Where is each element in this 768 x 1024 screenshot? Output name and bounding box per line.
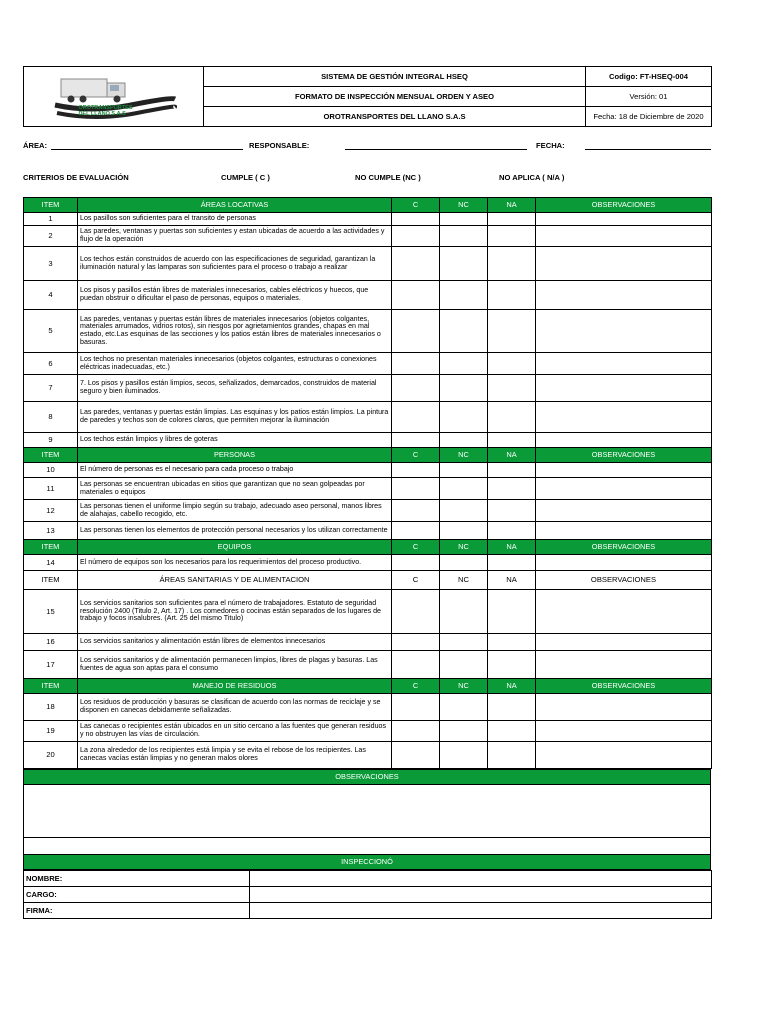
col-item-header: ITEM [24, 198, 78, 213]
col-c-header: C [392, 448, 440, 463]
section-title: EQUIPOS [78, 540, 392, 555]
item-description: La zona alrededor de los recipientes está limpia y se evita el rebose de los recipientes. Las canecas vacías están limpias y no generan malos olores [78, 742, 392, 769]
col-na-header: NA [488, 540, 536, 555]
table-row [24, 402, 712, 433]
table-row [24, 478, 712, 500]
table-row [24, 310, 712, 353]
observation-cell[interactable] [536, 213, 712, 226]
c-checkbox-cell[interactable] [392, 590, 440, 634]
item-description: Los techos están limpios y libres de goteras [78, 433, 392, 448]
item-number: 20 [24, 742, 78, 769]
observation-cell[interactable] [536, 310, 712, 353]
section-header [24, 571, 712, 590]
form-meta [23, 127, 711, 197]
inspecciono-title: INSPECCIONÓ [24, 855, 711, 870]
logo-text-line-2: DEL LLANO S.A.S [78, 110, 126, 117]
section-title: MANEJO DE RESIDUOS [78, 679, 392, 694]
item-number: 17 [24, 651, 78, 679]
na-checkbox-cell[interactable] [488, 375, 536, 402]
item-number: 11 [24, 478, 78, 500]
item-number: 12 [24, 500, 78, 522]
item-number: 6 [24, 353, 78, 375]
nc-checkbox-cell[interactable] [440, 522, 488, 540]
item-number: 7 [24, 375, 78, 402]
nc-checkbox-cell[interactable] [440, 213, 488, 226]
na-checkbox-cell[interactable] [488, 353, 536, 375]
table-row [24, 721, 712, 742]
item-description: Las personas tienen el uniforme limpio según su trabajo, adecuado aseo personal, manos libres de alahajas, cabello recogido, etc. [78, 500, 392, 522]
item-description: Las paredes, ventanas y puertas están limpias. Las esquinas y los patios están limpios. La pintura de paredes y techos son de colores claros, que permiten mejorar la iluminación [78, 402, 392, 433]
observation-cell[interactable] [536, 721, 712, 742]
criteria-label: CRITERIOS DE EVALUACIÓN [23, 173, 129, 182]
item-description: Las personas tienen los elementos de protección personal necesarios y los utilizan correctamente [78, 522, 392, 540]
observation-cell[interactable] [536, 500, 712, 522]
table-row [24, 433, 712, 448]
col-c-header: C [392, 540, 440, 555]
na-checkbox-cell[interactable] [488, 433, 536, 448]
col-item-header: ITEM [24, 679, 78, 694]
table-row [24, 353, 712, 375]
na-checkbox-cell[interactable] [488, 247, 536, 281]
item-number: 16 [24, 634, 78, 651]
col-na-header: NA [488, 198, 536, 213]
col-item-header: ITEM [24, 571, 78, 590]
nc-checkbox-cell[interactable] [440, 281, 488, 310]
logo-text-line-1: OROTRANSPORTES [78, 104, 133, 111]
na-checkbox-cell[interactable] [488, 694, 536, 721]
responsable-field[interactable] [345, 149, 527, 150]
item-description: Los pisos y pasillos están libres de materiales innecesarios, cables eléctricos y huecos, que puedan obstruir o dificultar el paso de personas, equipos o materiales. [78, 281, 392, 310]
c-checkbox-cell[interactable] [392, 281, 440, 310]
observation-cell[interactable] [536, 555, 712, 571]
na-checkbox-cell[interactable] [488, 634, 536, 651]
section-title: ÁREAS SANITARIAS Y DE ALIMENTACION [78, 571, 392, 590]
col-na-header: NA [488, 448, 536, 463]
item-number: 5 [24, 310, 78, 353]
item-description: Los techos están construidos de acuerdo con las especificaciones de seguridad, garantizan la iluminación natural y las lamparas son suficientes para el proceso o trabajo a realizar [78, 247, 392, 281]
fecha-field[interactable] [585, 149, 711, 150]
item-number: 1 [24, 213, 78, 226]
col-nc-header: NC [440, 679, 488, 694]
nc-checkbox-cell[interactable] [440, 651, 488, 679]
c-checkbox-cell[interactable] [392, 433, 440, 448]
item-number: 4 [24, 281, 78, 310]
observation-cell[interactable] [536, 247, 712, 281]
doc-date: Fecha: 18 de Diciembre de 2020 [586, 107, 712, 127]
c-checkbox-cell[interactable] [392, 247, 440, 281]
company-logo [51, 69, 177, 125]
c-checkbox-cell[interactable] [392, 310, 440, 353]
c-checkbox-cell[interactable] [392, 478, 440, 500]
col-item-header: ITEM [24, 540, 78, 555]
firma-field[interactable] [250, 903, 712, 919]
c-checkbox-cell[interactable] [392, 226, 440, 247]
header-table [23, 66, 712, 127]
signature-table [23, 870, 712, 919]
c-checkbox-cell[interactable] [392, 742, 440, 769]
item-number: 8 [24, 402, 78, 433]
item-description: 7. Los pisos y pasillos están limpios, secos, señalizados, demarcados, construidos de material seguro y bien iluminados. [78, 375, 392, 402]
area-label: ÁREA: [23, 141, 48, 150]
c-checkbox-cell[interactable] [392, 402, 440, 433]
doc-version: Versión: 01 [586, 87, 712, 107]
nc-checkbox-cell[interactable] [440, 478, 488, 500]
inspection-form [23, 66, 711, 919]
table-row [24, 634, 712, 651]
section-header [24, 679, 712, 694]
col-obs-header: OBSERVACIONES [536, 540, 712, 555]
table-row [24, 590, 712, 634]
nc-checkbox-cell[interactable] [440, 555, 488, 571]
item-description: Los pasillos son suficientes para el transito de personas [78, 213, 392, 226]
observation-cell[interactable] [536, 651, 712, 679]
item-number: 3 [24, 247, 78, 281]
table-row [24, 281, 712, 310]
system-title: SISTEMA DE GESTIÓN INTEGRAL HSEQ [204, 67, 586, 87]
na-checkbox-cell[interactable] [488, 555, 536, 571]
table-row [24, 463, 712, 478]
observation-cell[interactable] [536, 634, 712, 651]
item-number: 15 [24, 590, 78, 634]
fecha-label: FECHA: [536, 141, 565, 150]
format-title: FORMATO DE INSPECCIÓN MENSUAL ORDEN Y ASEO [204, 87, 586, 107]
observation-cell[interactable] [536, 375, 712, 402]
item-description: Los residuos de producción y basuras se clasifican de acuerdo con las normas de reciclaje y se disponen en canecas debidamente señalizadas. [78, 694, 392, 721]
cumple-label: CUMPLE ( C ) [221, 173, 270, 182]
c-checkbox-cell[interactable] [392, 634, 440, 651]
logo-cell [24, 67, 204, 127]
no-aplica-label: NO APLICA ( N/A ) [499, 173, 565, 182]
na-checkbox-cell[interactable] [488, 402, 536, 433]
doc-code: Codigo: FT-HSEQ-004 [586, 67, 712, 87]
company-name: OROTRANSPORTES DEL LLANO S.A.S [204, 107, 586, 127]
na-checkbox-cell[interactable] [488, 721, 536, 742]
na-checkbox-cell[interactable] [488, 310, 536, 353]
c-checkbox-cell[interactable] [392, 213, 440, 226]
na-checkbox-cell[interactable] [488, 478, 536, 500]
item-description: El número de personas es el necesario para cada proceso o trabajo [78, 463, 392, 478]
table-row [24, 555, 712, 571]
table-row [24, 500, 712, 522]
item-number: 13 [24, 522, 78, 540]
observation-cell[interactable] [536, 226, 712, 247]
na-checkbox-cell[interactable] [488, 226, 536, 247]
table-row [24, 226, 712, 247]
col-obs-header: OBSERVACIONES [536, 448, 712, 463]
item-description: El número de equipos son los necesarios para los requerimientos del proceso productivo. [78, 555, 392, 571]
nc-checkbox-cell[interactable] [440, 353, 488, 375]
nombre-field[interactable] [250, 871, 712, 887]
section-header [24, 540, 712, 555]
section-header [24, 448, 712, 463]
nc-checkbox-cell[interactable] [440, 310, 488, 353]
nc-checkbox-cell[interactable] [440, 590, 488, 634]
col-nc-header: NC [440, 448, 488, 463]
nc-checkbox-cell[interactable] [440, 721, 488, 742]
section-title: ÁREAS LOCATIVAS [78, 198, 392, 213]
observation-cell[interactable] [536, 463, 712, 478]
nc-checkbox-cell[interactable] [440, 247, 488, 281]
item-number: 9 [24, 433, 78, 448]
cargo-field[interactable] [250, 887, 712, 903]
col-nc-header: NC [440, 571, 488, 590]
cargo-label: CARGO: [24, 887, 250, 903]
table-row [24, 213, 712, 226]
c-checkbox-cell[interactable] [392, 651, 440, 679]
nc-checkbox-cell[interactable] [440, 742, 488, 769]
responsable-label: RESPONSABLE: [249, 141, 310, 150]
c-checkbox-cell[interactable] [392, 555, 440, 571]
col-c-header: C [392, 679, 440, 694]
item-description: Los techos no presentan materiales innecesarios (objetos colgantes, estructuras o conexiones eléctricas inadecuadas, etc.) [78, 353, 392, 375]
col-na-header: NA [488, 571, 536, 590]
c-checkbox-cell[interactable] [392, 694, 440, 721]
item-description: Las canecas o recipientes están ubicados en un sitio cercano a las fuentes que generan residuos y no obstruyen las vías de circulación. [78, 721, 392, 742]
item-number: 18 [24, 694, 78, 721]
item-number: 2 [24, 226, 78, 247]
na-checkbox-cell[interactable] [488, 742, 536, 769]
c-checkbox-cell[interactable] [392, 375, 440, 402]
na-checkbox-cell[interactable] [488, 213, 536, 226]
c-checkbox-cell[interactable] [392, 500, 440, 522]
item-description: Los servicios sanitarios y alimentación están libres de elementos innecesarios [78, 634, 392, 651]
item-description: Los servicios sanitarios y de alimentación permanecen limpios, libres de plagas y basuras. Las fuentes de agua son aptas para el consumo [78, 651, 392, 679]
firma-label: FIRMA: [24, 903, 250, 919]
item-number: 10 [24, 463, 78, 478]
col-na-header: NA [488, 679, 536, 694]
table-row [24, 742, 712, 769]
col-nc-header: NC [440, 540, 488, 555]
nc-checkbox-cell[interactable] [440, 375, 488, 402]
observation-cell[interactable] [536, 402, 712, 433]
item-description: Las personas se encuentran ubicadas en sitios que garantizan que no sean golpeadas por materiales o equipos [78, 478, 392, 500]
observations-field[interactable] [24, 785, 711, 838]
na-checkbox-cell[interactable] [488, 651, 536, 679]
area-field[interactable] [51, 149, 243, 150]
c-checkbox-cell[interactable] [392, 522, 440, 540]
observation-cell[interactable] [536, 478, 712, 500]
section-header [24, 198, 712, 213]
table-row [24, 651, 712, 679]
item-description: Las paredes, ventanas y puertas son suficientes y estan ubicadas de acuerdo a las actividades y flujo de la operación [78, 226, 392, 247]
nc-checkbox-cell[interactable] [440, 402, 488, 433]
observation-cell[interactable] [536, 281, 712, 310]
na-checkbox-cell[interactable] [488, 522, 536, 540]
nc-checkbox-cell[interactable] [440, 433, 488, 448]
col-obs-header: OBSERVACIONES [536, 571, 712, 590]
col-nc-header: NC [440, 198, 488, 213]
observation-cell[interactable] [536, 522, 712, 540]
c-checkbox-cell[interactable] [392, 353, 440, 375]
observation-cell[interactable] [536, 694, 712, 721]
table-row [24, 375, 712, 402]
item-description: Las paredes, ventanas y puertas están libres de materiales innecesarios (objetos colgantes, materiales arrumados, vidrios rotos), sin riesgos por agrietamientos grandes, chapas en mal estado, etc.Las esquinas de las secciones y los patios están libres de materiales innecesarios o basuras. [78, 310, 392, 353]
col-c-header: C [392, 198, 440, 213]
item-description: Los servicios sanitarios son suficientes para el número de trabajadores. Estatuto de seguridad resolución 2400 (Titulo 2, Art. 17) . Los comedores o cocinas están separados de los lugares de trabajo y focos insalubres. (Art. 25 del mismo Titulo) [78, 590, 392, 634]
observation-cell[interactable] [536, 590, 712, 634]
col-c-header: C [392, 571, 440, 590]
observation-cell[interactable] [536, 353, 712, 375]
item-number: 19 [24, 721, 78, 742]
table-row [24, 247, 712, 281]
nombre-label: NOMBRE: [24, 871, 250, 887]
na-checkbox-cell[interactable] [488, 500, 536, 522]
observation-cell[interactable] [536, 742, 712, 769]
col-obs-header: OBSERVACIONES [536, 679, 712, 694]
nc-checkbox-cell[interactable] [440, 500, 488, 522]
no-cumple-label: NO CUMPLE (NC ) [355, 173, 421, 182]
nc-checkbox-cell[interactable] [440, 463, 488, 478]
na-checkbox-cell[interactable] [488, 590, 536, 634]
table-row [24, 522, 712, 540]
na-checkbox-cell[interactable] [488, 463, 536, 478]
nc-checkbox-cell[interactable] [440, 226, 488, 247]
na-checkbox-cell[interactable] [488, 281, 536, 310]
item-number: 14 [24, 555, 78, 571]
section-title: PERSONAS [78, 448, 392, 463]
col-obs-header: OBSERVACIONES [536, 198, 712, 213]
observation-cell[interactable] [536, 433, 712, 448]
checklist-table [23, 197, 712, 769]
table-row [24, 694, 712, 721]
nc-checkbox-cell[interactable] [440, 634, 488, 651]
c-checkbox-cell[interactable] [392, 721, 440, 742]
observations-table [23, 769, 711, 870]
c-checkbox-cell[interactable] [392, 463, 440, 478]
nc-checkbox-cell[interactable] [440, 694, 488, 721]
observations-title: OBSERVACIONES [24, 770, 711, 785]
col-item-header: ITEM [24, 448, 78, 463]
